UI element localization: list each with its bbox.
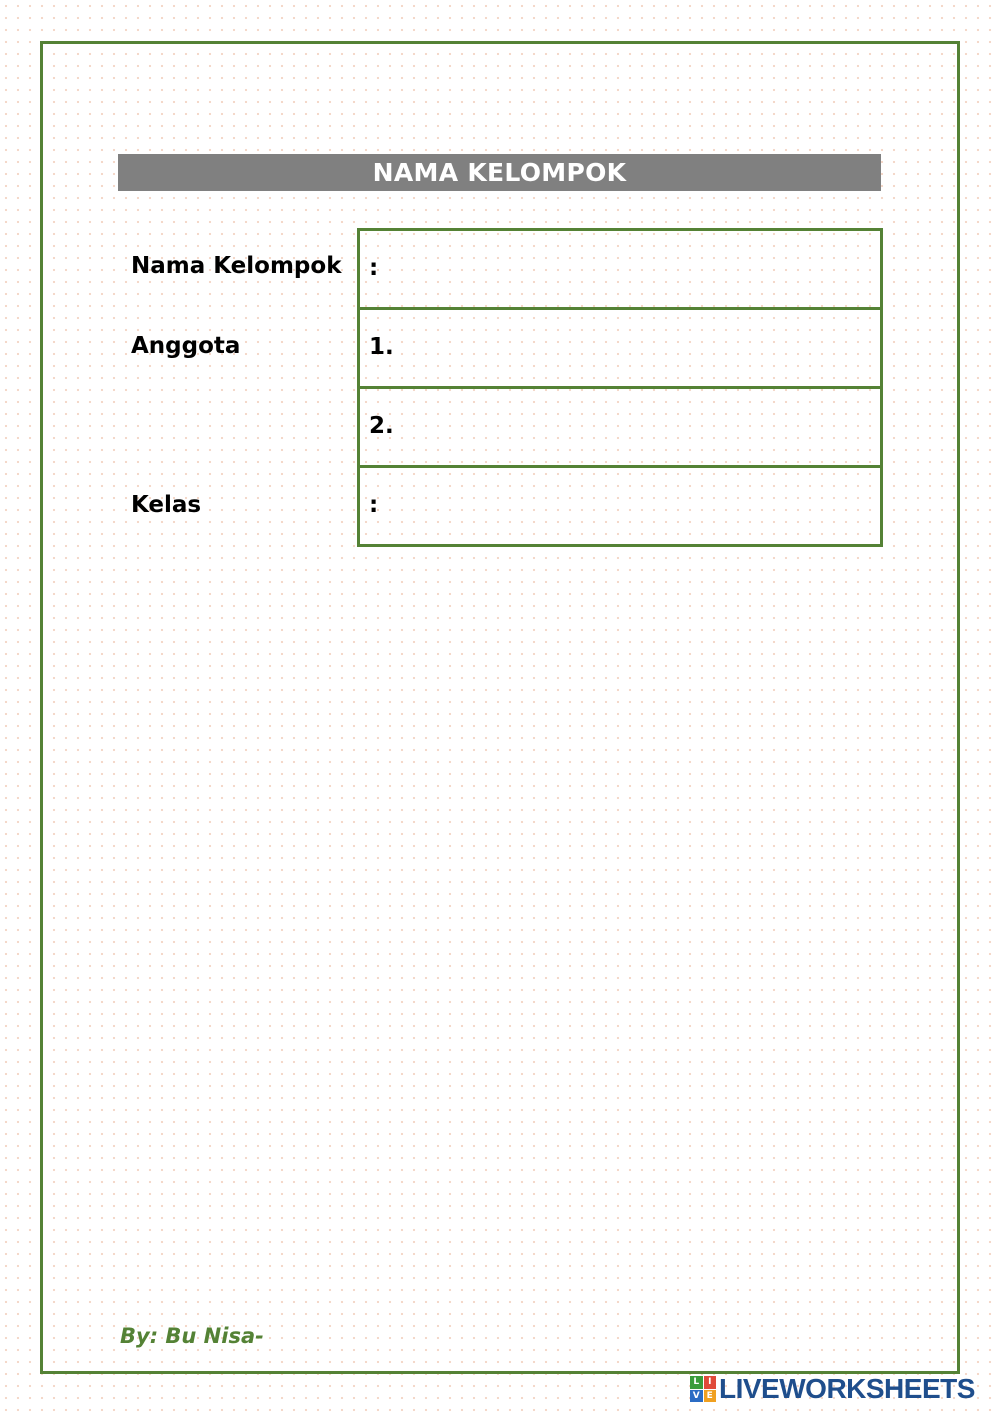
- anggota-1-field[interactable]: [357, 307, 883, 389]
- nama-kelompok-prefix: :: [369, 255, 379, 281]
- anggota-2-field[interactable]: [357, 386, 883, 468]
- kelas-prefix: :: [369, 492, 379, 518]
- logo-letter-i: I: [704, 1376, 717, 1389]
- page-title: NAMA KELOMPOK: [118, 154, 881, 191]
- logo-letter-e: E: [704, 1390, 717, 1403]
- liveworksheets-logo-icon: [690, 1376, 716, 1402]
- brand-name: LIVEWORKSHEETS: [719, 1373, 975, 1404]
- label-nama-kelompok: Nama Kelompok: [131, 253, 342, 279]
- anggota-1-prefix: 1.: [369, 334, 394, 360]
- label-anggota: Anggota: [131, 333, 241, 359]
- author-credit: By: Bu Nisa-: [120, 1324, 264, 1348]
- kelas-field[interactable]: [357, 465, 883, 547]
- nama-kelompok-field[interactable]: [357, 228, 883, 310]
- logo-letter-v: V: [690, 1390, 703, 1403]
- label-kelas: Kelas: [131, 492, 202, 518]
- logo-letter-l: L: [690, 1376, 703, 1389]
- anggota-2-prefix: 2.: [369, 413, 394, 439]
- brand-watermark: [690, 1374, 975, 1404]
